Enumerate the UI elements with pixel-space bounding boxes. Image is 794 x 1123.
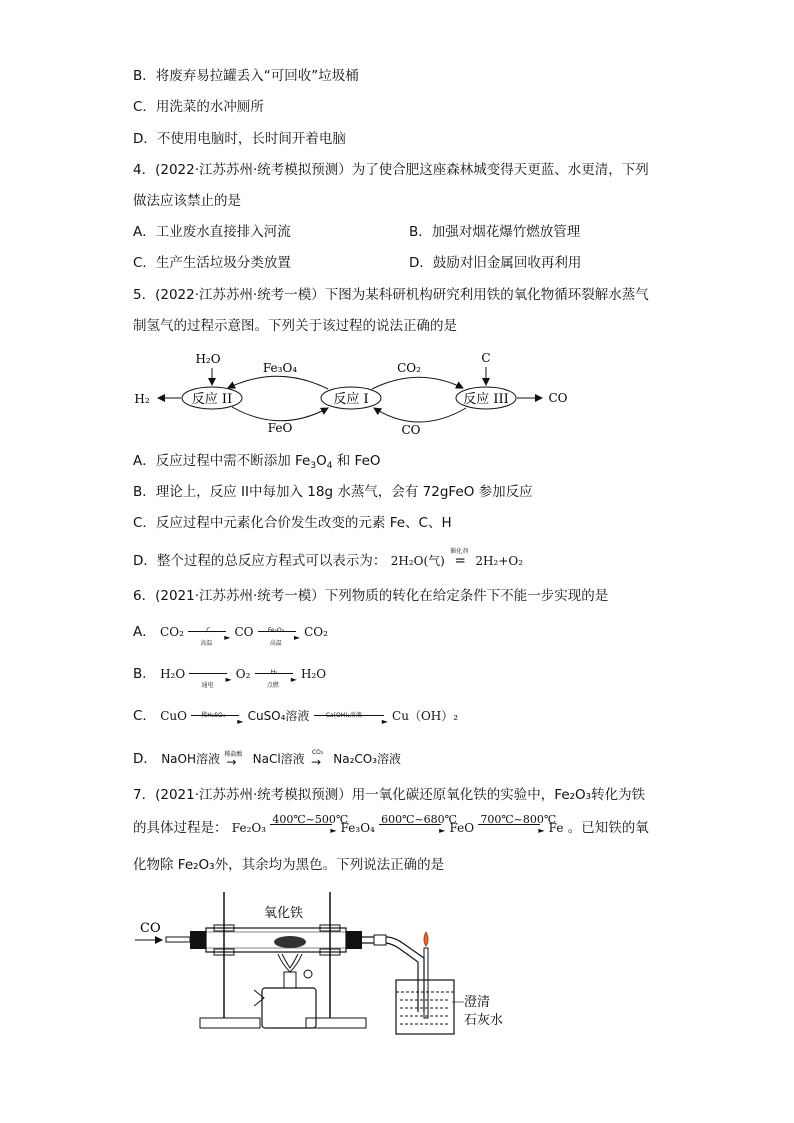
- q6a-arrow1: C ► 高温: [188, 622, 230, 642]
- q5-option-c: C．反应过程中元素化合价发生改变的元素 Fe、C、H: [133, 515, 452, 531]
- d-equation-sign: 催化剂 =: [450, 548, 469, 569]
- q6c-arrow1: 稀H₂SO₄ ►: [191, 706, 243, 726]
- q6c-arrow2: Ca(OH)₂溶液 ►: [314, 706, 388, 726]
- q5-cycle-diagram: [128, 344, 588, 442]
- beaker: [396, 980, 454, 1034]
- q6a-arrow2: Fe₂O₃ ► 高温: [258, 622, 300, 642]
- limewater-label-2: 石灰水: [464, 1013, 504, 1028]
- q6d-arrow2: CO₂ →: [310, 749, 324, 769]
- q7-stem-line2: 的具体过程是： Fe₂O₃ 400℃~500℃ ► Fe₃O₄ 600℃~680℃ ► FeO 700℃~800℃ ► Fe 。已知铁的氧: [133, 813, 649, 836]
- fe3o4-arrow: [228, 376, 328, 389]
- h2o-label: H₂O: [195, 352, 221, 366]
- q5-stem-line2: 制氢气的过程示意图。下列关于该过程的说法正确的是: [133, 318, 457, 334]
- q3-option-b: B．将废弃易拉罐丢入“可回收”垃圾桶: [133, 68, 359, 84]
- q7-stem-line3: 化物除 Fe₂O₃外，其余均为黑色。下列说法正确的是: [133, 857, 445, 873]
- q6-option-d: D． NaOH溶液 稀盐酸 → NaCl溶液 CO₂ → Na₂CO₃溶液: [133, 749, 402, 769]
- h2-label: H₂: [134, 392, 150, 406]
- q4-stem-line1: 4．(2022·江苏苏州·统考模拟预测）为了使合肥这座森林城变得天更蓝、水更清，下列: [133, 162, 649, 178]
- d-equation-left: 2H₂O(气): [390, 554, 445, 568]
- right-stopper: [346, 931, 362, 949]
- co-inlet-label: CO: [140, 921, 161, 936]
- q5-option-a: A．反应过程中需不断添加 $Fe_3O_4$ 和 FeO: [133, 453, 381, 471]
- c-label: C: [481, 351, 491, 365]
- q6-stem: 6．(2021·江苏苏州·统考一模）下列物质的转化在给定条件下不能一步实现的是: [133, 588, 609, 604]
- reaction-2-label: 反应 II: [191, 392, 233, 407]
- q6-option-c: C． CuO 稀H₂SO₄ ► CuSO₄溶液 Ca(OH)₂溶液 ► Cu（OH）₂: [133, 708, 459, 726]
- q6d-arrow1: 稀盐酸 →: [224, 751, 243, 769]
- q4-options-row1: [133, 222, 673, 242]
- co-return-arrow: [374, 408, 466, 422]
- fe3o4-label: Fe₃O₄: [262, 361, 298, 375]
- q5-option-b: B．理论上，反应 II中每加入 18g 水蒸气，会有 72gFeO 参加反应: [133, 484, 533, 500]
- d-equation-right: 2H₂+O₂: [475, 554, 524, 568]
- iron-oxide-sample: [274, 936, 306, 948]
- co-out-label: CO: [548, 391, 568, 405]
- feo-arrow: [232, 407, 328, 421]
- co2-arrow: [372, 377, 463, 389]
- q6-option-a: A． CO₂ C ► 高温 CO Fe₂O₃ ► 高温 CO₂: [133, 624, 328, 647]
- q7-stem-line1: 7．(2021·江苏苏州·统考模拟预测）用一氧化碳还原氧化铁的实验中，Fe₂O₃转化为铁: [133, 787, 646, 803]
- iron-oxide-label: 氧化铁: [264, 906, 304, 921]
- left-stopper: [190, 931, 206, 949]
- q4-options-row2: [133, 253, 673, 273]
- q7-apparatus-diagram: [130, 892, 530, 1042]
- q4-option-d: D．鼓励对旧金属回收再利用: [409, 255, 582, 271]
- q6-option-b: B． H₂O ► 通电 O₂ H₂ ► 点燃 H₂O: [133, 666, 327, 689]
- reaction-1-label: 反应 I: [333, 392, 369, 407]
- q7-arrow2: 600℃~680℃ ►: [381, 813, 457, 835]
- q5-stem-line1: 5．(2022·江苏苏州·统考一模）下图为某科研机构研究利用铁的氧化物循环裂解水蒸气: [133, 287, 649, 303]
- q6b-arrow2: H₂ ► 点燃: [255, 664, 297, 684]
- limewater-label-1: 澄清: [464, 995, 491, 1010]
- reaction-3-label: 反应 III: [463, 392, 509, 407]
- q7-arrow3: 700℃~800℃ ►: [480, 813, 557, 835]
- alcohol-lamp: [262, 988, 316, 1028]
- q6b-arrow1: ► 通电: [189, 664, 231, 684]
- q4-option-b: B．加强对烟花爆竹燃放管理: [409, 224, 581, 240]
- co2-label: CO₂: [397, 361, 421, 375]
- co-return-label: CO: [401, 423, 421, 437]
- q4-option-a: A．工业废水直接排入河流: [133, 224, 291, 240]
- q7-arrow1: 400℃~500℃ ►: [272, 813, 349, 835]
- q3-option-c: C．用洗菜的水冲厕所: [133, 99, 264, 115]
- q4-stem-line2: 做法应该禁止的是: [133, 193, 241, 209]
- q5-option-d: D．整个过程的总反应方程式可以表示为： 2H₂O(气) 催化剂 = 2H₂+O₂: [133, 548, 524, 569]
- q4-option-c: C．生产生活垃圾分类放置: [133, 255, 291, 271]
- feo-label: FeO: [267, 421, 293, 435]
- q3-option-d: D．不使用电脑时，长时间开着电脑: [133, 131, 346, 147]
